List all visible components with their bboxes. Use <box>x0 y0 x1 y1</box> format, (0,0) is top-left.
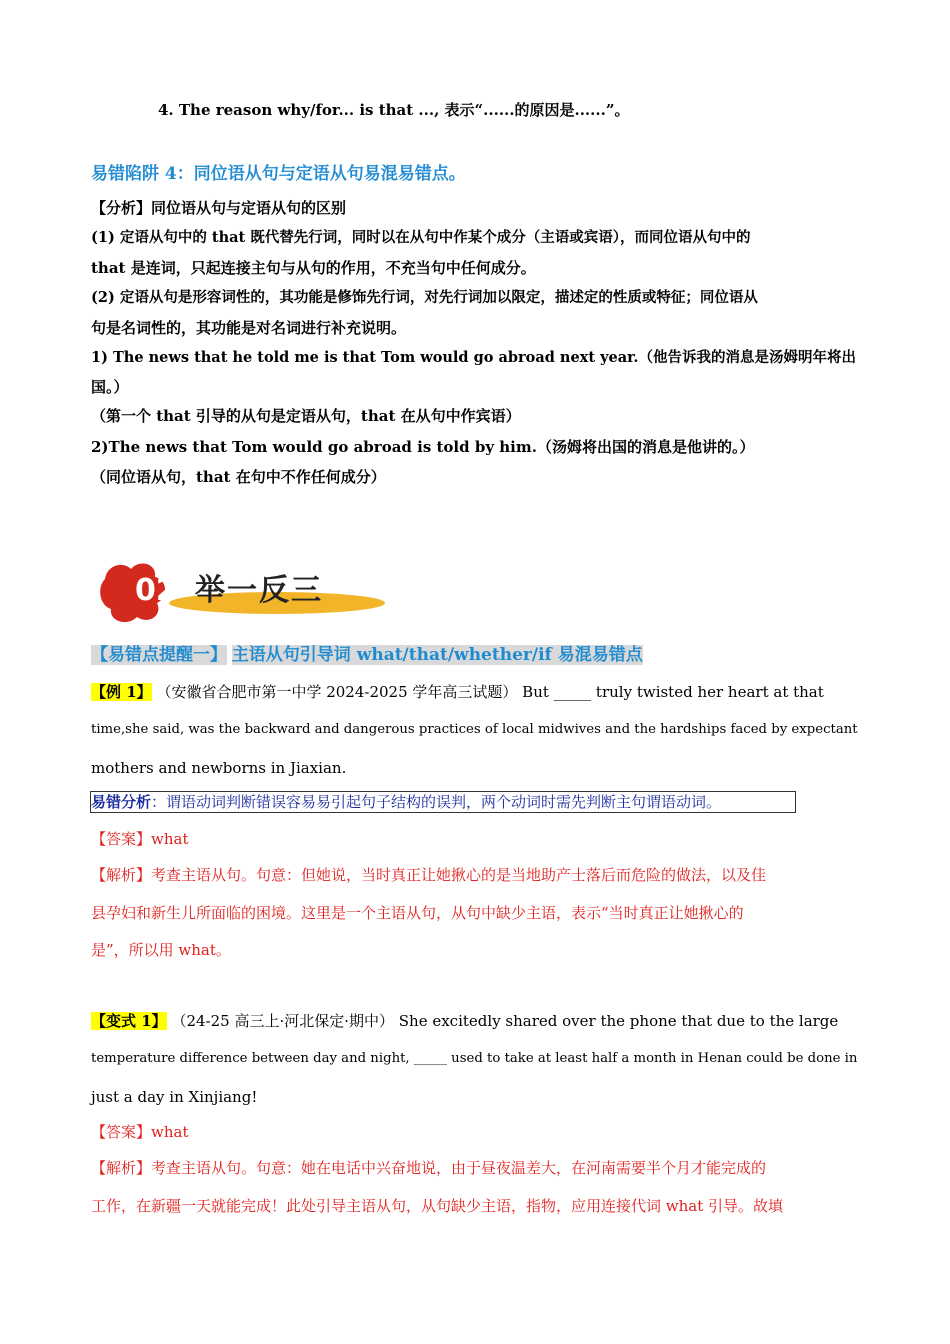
variant1-answer: 【答案】what <box>91 1123 189 1141</box>
error-analysis-text: ：谓语动词判断错误容易易引起句子结构的误判，两个动词时需先判断主句谓语动词。 <box>151 793 722 811</box>
example1-tag: 【例 1】 <box>91 683 152 701</box>
point1-line2: that 是连词，只起连接主句与从句的作用，不充当句中任何成分。 <box>91 259 536 277</box>
error-analysis-box <box>90 791 796 813</box>
trap4-heading: 易错陷阱 4：同位语从句与定语从句易混易错点。 <box>91 164 466 184</box>
example1-line2: time,she said, was the backward and dangerous practices of local midwives and the hardships faced by expectant <box>91 722 858 737</box>
example1-explain-line2: 县孕妇和新生儿所面临的困境。这里是一个主语从句，从句中缺少主语，表示“当时真正让她揪心的 <box>91 904 744 922</box>
variant1-line3: just a day in Xinjiang! <box>91 1088 258 1106</box>
error-analysis-label: 易错分析 <box>91 793 152 811</box>
example2-note: （同位语从句，that 在句中不作任何成分） <box>91 468 386 486</box>
reason-why-line: 4. The reason why/for... is that ..., 表示“......的原因是......”。 <box>158 101 630 119</box>
variant1-line1-text: （24-25 高三上·河北保定·期中） She excitedly shared over the phone that due to the large <box>171 1012 839 1030</box>
point2-line2: 句是名词性的，其功能是对名词进行补充说明。 <box>91 319 407 337</box>
example1-explain-line1: 【解析】考查主语从句。句意：但她说，当时真正让她揪心的是当地助产士落后而危险的做法，以及佳 <box>91 866 767 884</box>
section-title: 举一反三 <box>195 573 323 608</box>
reminder-text: 主语从句引导词 what/that/whether/if 易混易错点 <box>231 645 643 665</box>
example1-note: （第一个 that 引导的从句是定语从句，that 在从句中作宾语） <box>91 407 521 425</box>
example1-explain-line3: 是”，所以用 what。 <box>91 941 231 959</box>
section-number: 02 <box>135 573 177 608</box>
reminder-heading <box>91 645 859 665</box>
variant1-explain-line2: 工作，在新疆一天就能完成！此处引导主语从句，从句缺少主语，指物，应用连接代词 what 引导。故填 <box>91 1197 784 1215</box>
example1-sentence-line2: 国。） <box>91 378 129 396</box>
variant1-explain-line1: 【解析】考查主语从句。句意：她在电话中兴奋地说，由于昼夜温差大，在河南需要半个月才能完成的 <box>91 1159 767 1177</box>
variant1-line1 <box>91 1011 859 1031</box>
variant1-tag: 【变式 1】 <box>91 1012 167 1030</box>
example1-line3: mothers and newborns in Jiaxian. <box>91 759 347 777</box>
point2-line1: (2) 定语从句是形容词性的，其功能是修饰先行词，对先行词加以限定，描述定的性质或特征；同位语从 <box>91 289 758 306</box>
example1-line1 <box>91 682 859 702</box>
example1-sentence-line1: 1) The news that he told me is that Tom would go abroad next year.（他告诉我的消息是汤姆明年将出 <box>91 349 856 366</box>
example2-sentence: 2)The news that Tom would go abroad is told by him.（汤姆将出国的消息是他讲的。） <box>91 438 755 456</box>
reminder-tag: 【易错点提醒一】 <box>91 645 227 665</box>
variant1-line2: temperature difference between day and night, _____ used to take at least half a month in Henan could be done in <box>91 1051 858 1066</box>
analysis-title: 【分析】同位语从句与定语从句的区别 <box>91 199 347 217</box>
example1-line1-text: （安徽省合肥市第一中学 2024-2025 学年高三试题） But _____ truly twisted her heart at that <box>156 683 824 701</box>
point1-line1: (1) 定语从句中的 that 既代替先行词，同时以在从句中作某个成分（主语或宾语），而同位语从句中的 <box>91 229 751 246</box>
example1-answer: 【答案】what <box>91 830 189 848</box>
